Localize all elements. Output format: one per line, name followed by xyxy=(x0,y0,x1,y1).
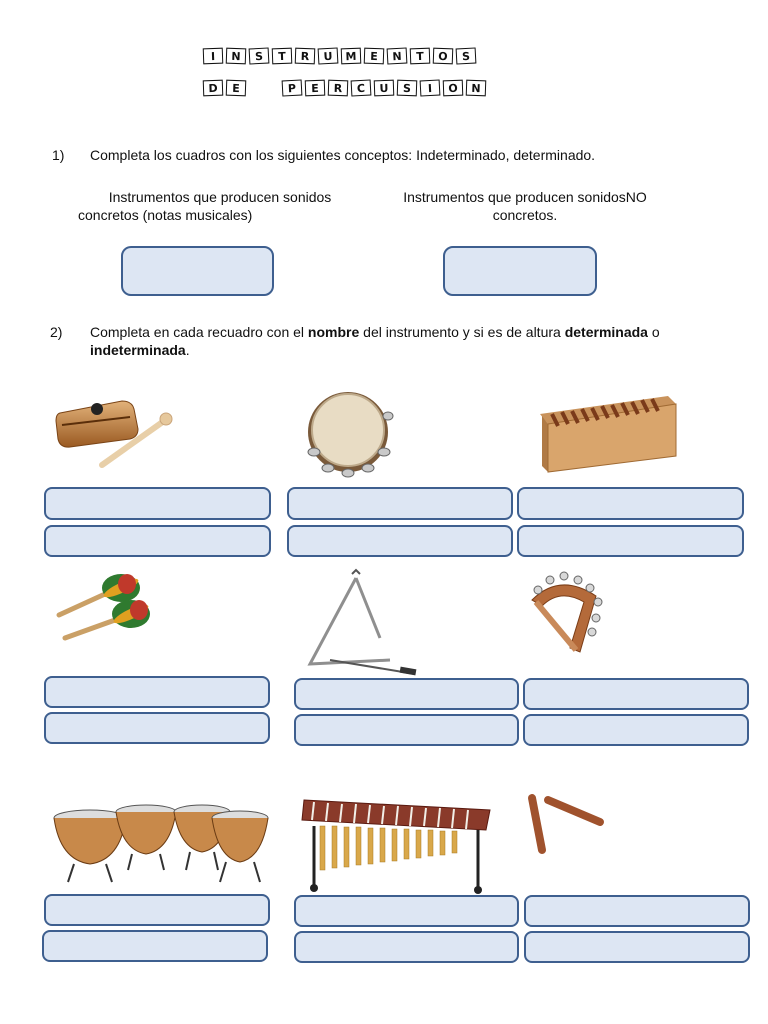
title-letter: S xyxy=(456,47,477,64)
left-category-label-line-1: Instrumentos que producen sonidos xyxy=(108,189,332,205)
left-category-label xyxy=(60,188,350,224)
wood-block-pitch-field[interactable] xyxy=(44,525,271,557)
title-letter: M xyxy=(341,48,362,65)
title-letter: N xyxy=(466,80,487,97)
claves-name-field[interactable] xyxy=(524,895,750,927)
timpani-name-field[interactable] xyxy=(44,894,270,926)
title-letter: D xyxy=(203,80,224,97)
triangle-pitch-field[interactable] xyxy=(294,714,519,746)
marimba-name-field[interactable] xyxy=(294,895,519,927)
claves-icon xyxy=(522,790,607,855)
title-letter: U xyxy=(318,47,339,64)
right-category-label-line-2: concretos. xyxy=(492,207,558,223)
title-letter: S xyxy=(397,80,418,97)
title-letter: E xyxy=(305,80,326,97)
right-category-label-line-1: Instrumentos que producen sonidosNO xyxy=(403,189,647,205)
question-2-text-a: Completa en cada recuadro con el xyxy=(90,324,308,340)
triangle-icon xyxy=(300,568,420,678)
question-1-number: 1) xyxy=(52,147,65,163)
triangle-name-field[interactable] xyxy=(294,678,519,710)
title-letter: O xyxy=(443,80,464,97)
determinado-answer-box[interactable] xyxy=(121,246,274,296)
title-letter: E xyxy=(226,80,247,97)
title-letter: R xyxy=(328,80,349,97)
left-category-label-line-2: concretos (notas musicales) xyxy=(78,207,253,223)
jingle-bells-pitch-field[interactable] xyxy=(523,714,749,746)
title-letter: T xyxy=(410,48,431,65)
maracas-pitch-field[interactable] xyxy=(44,712,270,744)
jingle-bells-name-field[interactable] xyxy=(523,678,749,710)
question-2-number: 2) xyxy=(50,324,63,340)
timpani-pitch-field[interactable] xyxy=(42,930,268,962)
title-letter: O xyxy=(433,48,454,65)
question-2-text xyxy=(90,323,690,359)
timpani-icon xyxy=(50,798,272,888)
maracas-name-field[interactable] xyxy=(44,676,270,708)
title-line-1 xyxy=(203,48,479,64)
tambourine-icon xyxy=(302,386,397,478)
marimba-icon xyxy=(300,790,495,895)
title-letter: R xyxy=(295,48,316,65)
title-letter: N xyxy=(226,48,247,65)
title-letter: I xyxy=(420,79,441,96)
claves-pitch-field[interactable] xyxy=(524,931,750,963)
title-letter-spacer xyxy=(249,79,280,96)
title-letter: C xyxy=(351,79,372,96)
title-letter: P xyxy=(282,79,303,96)
question-2-bold-determinada: determinada xyxy=(564,324,648,340)
question-2-text-d: . xyxy=(185,342,190,358)
marimba-pitch-field[interactable] xyxy=(294,931,519,963)
title-line-2 xyxy=(203,80,489,96)
question-2-text-b: del instrumento y si es de altura xyxy=(359,324,565,340)
jingle-bells-icon xyxy=(520,570,610,655)
question-2-text-c: o xyxy=(647,324,660,340)
indeterminado-answer-box[interactable] xyxy=(443,246,597,296)
title-letter: T xyxy=(272,48,293,65)
title-letter: I xyxy=(203,48,224,65)
question-1-text: Completa los cuadros con los siguientes conceptos: Indeterminado, determinado. xyxy=(90,147,596,163)
title-letter: U xyxy=(374,80,395,97)
question-2-bold-indeterminada: indeterminada xyxy=(90,342,186,358)
title-letter: N xyxy=(387,47,408,64)
wood-block-name-field[interactable] xyxy=(44,487,271,520)
xylophone-pitch-field[interactable] xyxy=(517,525,744,557)
xylophone-icon xyxy=(538,386,678,476)
xylophone-name-field[interactable] xyxy=(517,487,744,520)
title-letter: E xyxy=(364,48,385,65)
tambourine-name-field[interactable] xyxy=(287,487,513,520)
question-2-bold-nombre: nombre xyxy=(307,324,360,340)
wood-block-icon xyxy=(52,395,177,470)
title-letter: S xyxy=(249,47,270,64)
right-category-label xyxy=(390,188,660,224)
tambourine-pitch-field[interactable] xyxy=(287,525,513,557)
maracas-icon xyxy=(55,570,155,645)
